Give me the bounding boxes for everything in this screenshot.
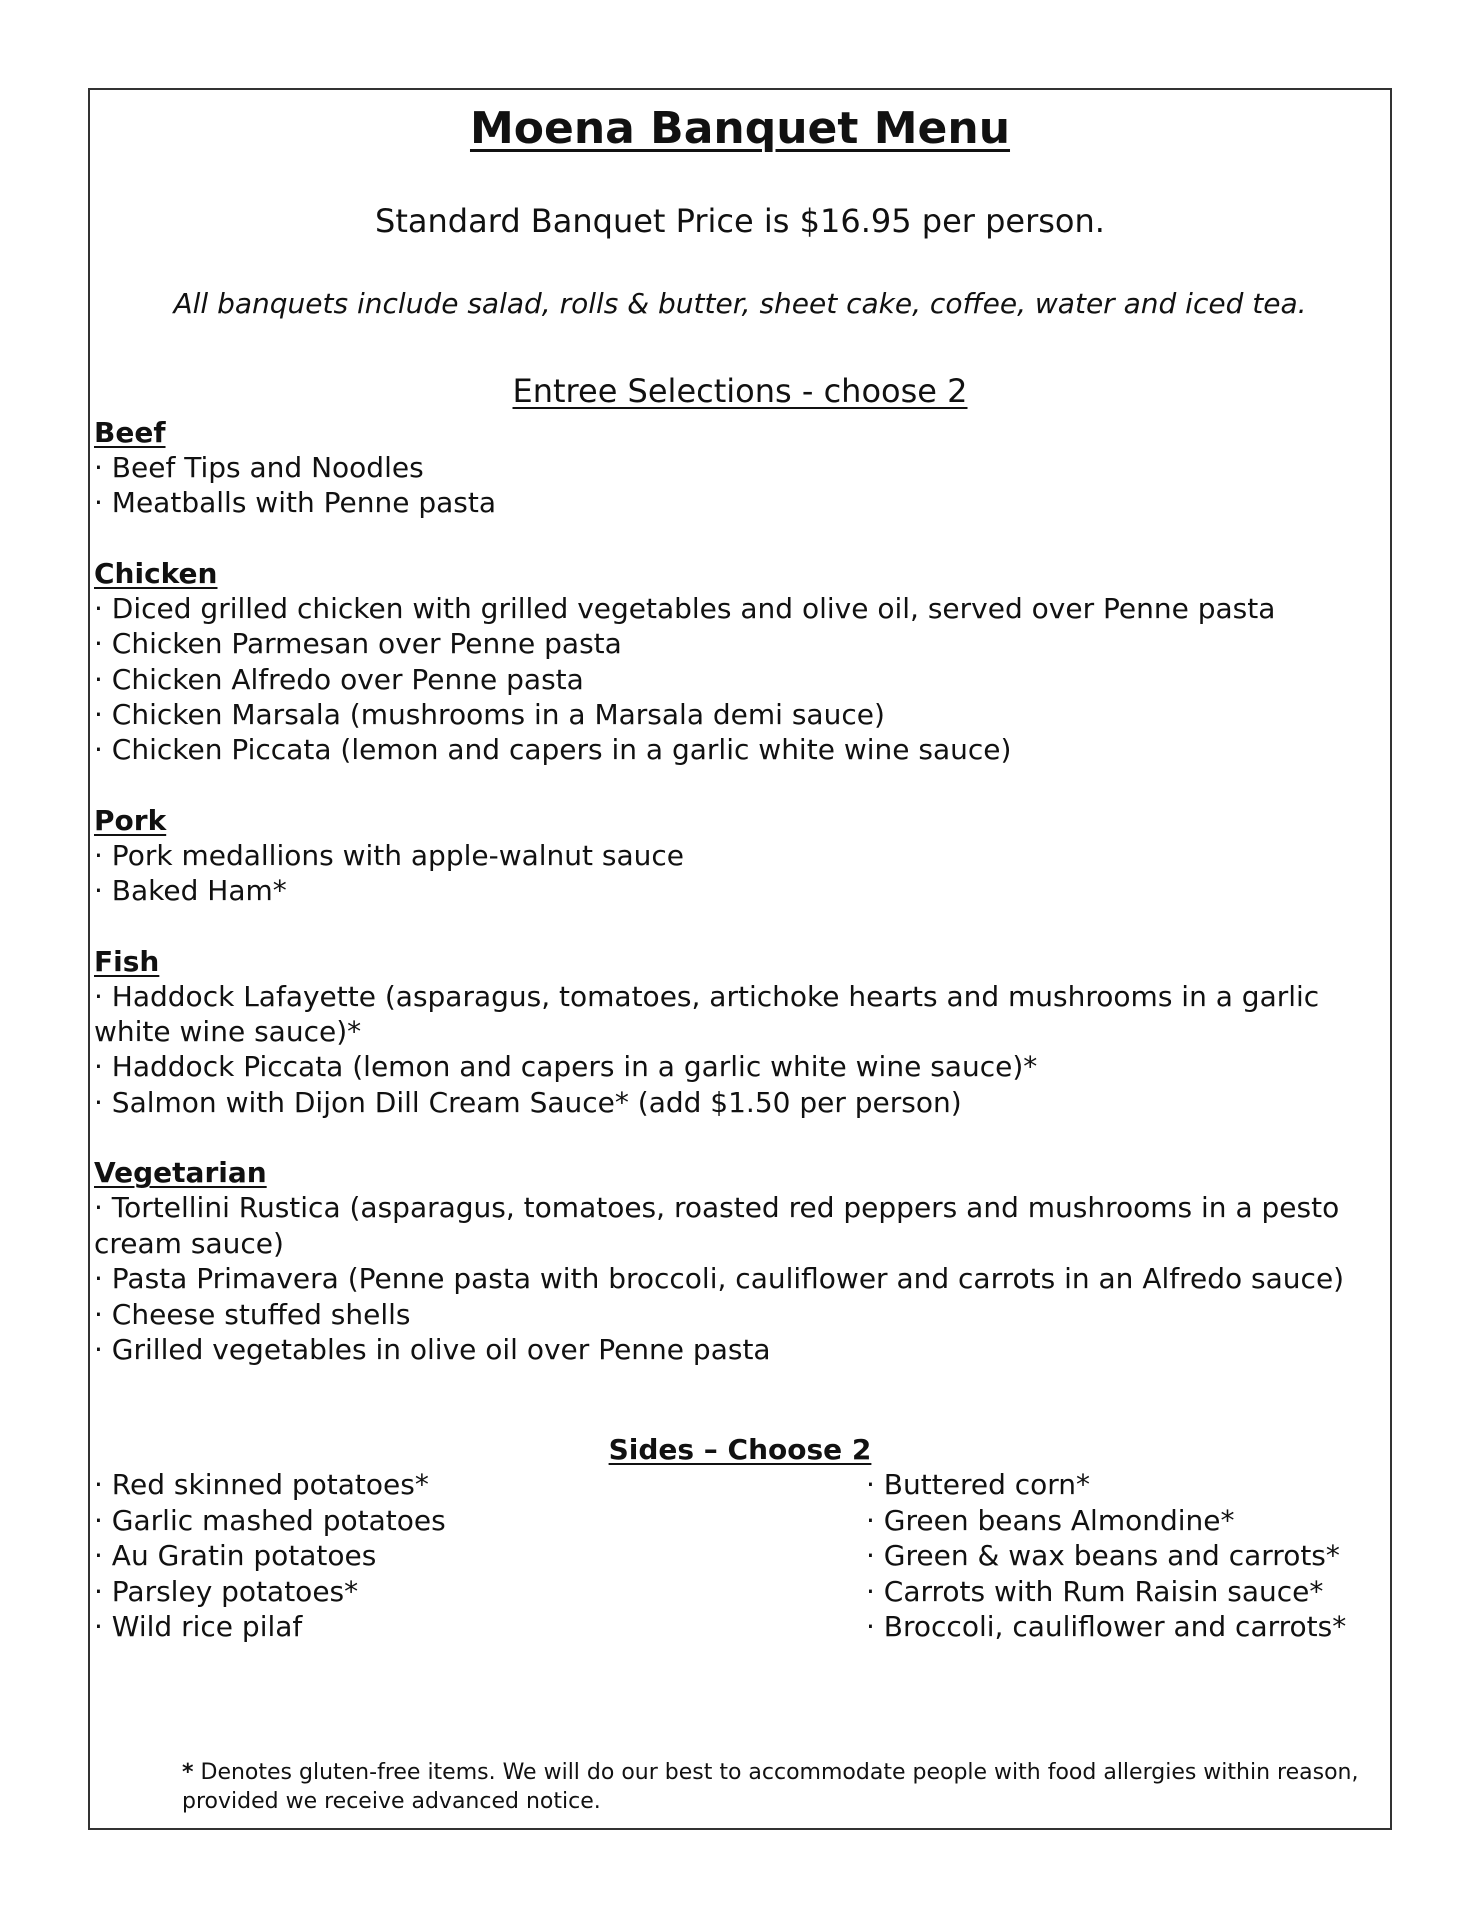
menu-item: · Grilled vegetables in olive oil over Penne pasta	[94, 1332, 771, 1366]
entree-list	[94, 415, 1384, 1402]
menu-item: · Tortellini Rustica (asparagus, tomatoes, roasted red peppers and mushrooms in a pesto cream sauce)	[94, 1191, 1340, 1260]
menu-title: Moena Banquet Menu	[469, 103, 1011, 154]
side-item: · Carrots with Rum Raisin sauce*	[866, 1574, 1324, 1608]
sides-heading: Sides – Choose 2	[608, 1433, 872, 1466]
menu-item: · Haddock Piccata (lemon and capers in a garlic white wine sauce)*	[94, 1050, 1038, 1084]
menu-item: · Chicken Parmesan over Penne pasta	[94, 627, 622, 661]
menu-item: · Pasta Primavera (Penne pasta with broccoli, cauliflower and carrots in an Alfredo sauce)	[94, 1262, 1345, 1296]
side-item: · Wild rice pilaf	[94, 1610, 303, 1644]
category-pork	[94, 803, 1384, 909]
menu-page-frame	[88, 88, 1392, 1830]
menu-item: · Cheese stuffed shells	[94, 1297, 411, 1331]
gluten-free-footnote	[182, 1758, 1362, 1816]
side-item: · Broccoli, cauliflower and carrots*	[866, 1610, 1347, 1644]
category-title: Beef	[94, 416, 166, 449]
menu-item: · Haddock Lafayette (asparagus, tomatoes, artichoke hearts and mushrooms in a garlic white wine sauce)*	[94, 979, 1320, 1049]
side-item: · Parsley potatoes*	[94, 1574, 359, 1608]
category-title: Chicken	[94, 556, 218, 590]
category-chicken	[94, 556, 1384, 768]
side-item: · Green & wax beans and carrots*	[866, 1539, 1340, 1573]
menu-item: · Pork medallions with apple-walnut sauce	[94, 838, 685, 872]
category-vegetarian	[94, 1155, 1384, 1367]
menu-item: · Meatballs with Penne pasta	[94, 486, 496, 520]
category-title: Pork	[94, 803, 167, 837]
sides-left-column	[94, 1467, 446, 1645]
category-fish	[94, 944, 1384, 1121]
side-item: · Red skinned potatoes*	[94, 1468, 429, 1501]
menu-item: · Beef Tips and Noodles	[94, 451, 424, 484]
side-item: · Au Gratin potatoes	[94, 1539, 377, 1573]
sides-right-column	[866, 1467, 1346, 1645]
footnote-text: Denotes gluten-free items. We will do our best to accommodate people with food allergies within reason, provided we receive advanced notice.	[182, 1760, 1359, 1814]
menu-item: · Diced grilled chicken with grilled vegetables and olive oil, served over Penne pasta	[94, 591, 1276, 625]
footnote-star: *	[182, 1760, 194, 1785]
price-line: Standard Banquet Price is $16.95 per person.	[375, 202, 1105, 240]
side-item: · Garlic mashed potatoes	[94, 1503, 446, 1537]
includes-line: All banquets include salad, rolls & butter, sheet cake, coffee, water and iced tea.	[173, 287, 1307, 320]
menu-item: · Chicken Marsala (mushrooms in a Marsala demi sauce)	[94, 698, 885, 732]
side-item: · Buttered corn*	[866, 1468, 1091, 1501]
entree-heading: Entree Selections - choose 2	[512, 372, 968, 410]
menu-item: · Salmon with Dijon Dill Cream Sauce* (add $1.50 per person)	[94, 1085, 962, 1119]
category-title: Fish	[94, 944, 160, 978]
category-title: Vegetarian	[94, 1156, 267, 1190]
menu-item: · Chicken Piccata (lemon and capers in a garlic white wine sauce)	[94, 733, 1012, 767]
menu-item: · Baked Ham*	[94, 874, 287, 908]
side-item: · Green beans Almondine*	[866, 1503, 1235, 1537]
menu-item: · Chicken Alfredo over Penne pasta	[94, 662, 584, 696]
category-beef	[94, 415, 1384, 521]
